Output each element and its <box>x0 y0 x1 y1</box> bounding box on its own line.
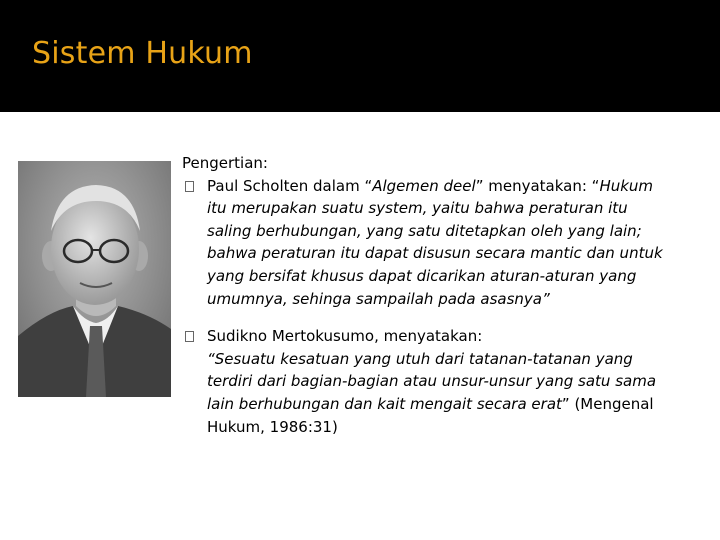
text-segment: Hukum <box>599 176 654 195</box>
text-segment: bahwa peraturan itu dapat disusun secara mantic dan untuk <box>207 244 663 263</box>
text-segment: itu merupakan suatu system, yaitu bahwa peraturan itu <box>207 199 628 218</box>
bullet-box-icon <box>185 181 194 192</box>
text-segment: lain berhubungan dan kait mengait secara erat <box>207 394 562 413</box>
bullet-line <box>207 175 702 198</box>
bullet-line <box>207 348 702 371</box>
text-segment: terdiri dari bagian-bagian atau unsur-unsur yang satu sama <box>207 372 657 391</box>
bullet-line <box>207 416 702 439</box>
text-segment: ” (Mengenal <box>561 394 654 413</box>
text-segment: ” menyatakan: “ <box>475 176 600 195</box>
bullet-line <box>207 288 702 311</box>
portrait-photo <box>18 161 171 397</box>
bullet-line <box>207 370 702 393</box>
text-segment: yang bersifat khusus dapat dicarikan aturan-aturan yang <box>207 266 637 285</box>
bullet-line <box>207 393 702 416</box>
body-heading: Pengertian: <box>182 154 268 172</box>
bullet-mertokusumo <box>182 325 702 438</box>
text-segment: Algemen deel <box>372 176 476 195</box>
text-segment: Paul Scholten dalam “ <box>207 176 373 195</box>
text-segment: “Sesuatu kesatuan yang utuh dari tatanan-tatanan yang <box>207 349 633 368</box>
bullet-line <box>207 325 702 348</box>
slide-body <box>182 152 702 438</box>
bullet-line <box>207 242 702 265</box>
text-segment: Hukum, 1986:31) <box>207 417 338 436</box>
bullet-line <box>207 265 702 288</box>
bullet-box-icon <box>185 331 194 342</box>
text-segment: saling berhubungan, yang satu ditetapkan oleh yang lain; <box>207 221 642 240</box>
bullet-line <box>207 220 702 243</box>
title-bar <box>0 0 720 112</box>
bullet-scholten <box>182 175 702 311</box>
text-segment: Sudikno Mertokusumo, menyatakan: <box>207 327 483 346</box>
slide-title: Sistem Hukum <box>32 36 253 71</box>
text-segment: umumnya, sehinga sampailah pada asasnya” <box>207 289 550 308</box>
bullet-line <box>207 197 702 220</box>
